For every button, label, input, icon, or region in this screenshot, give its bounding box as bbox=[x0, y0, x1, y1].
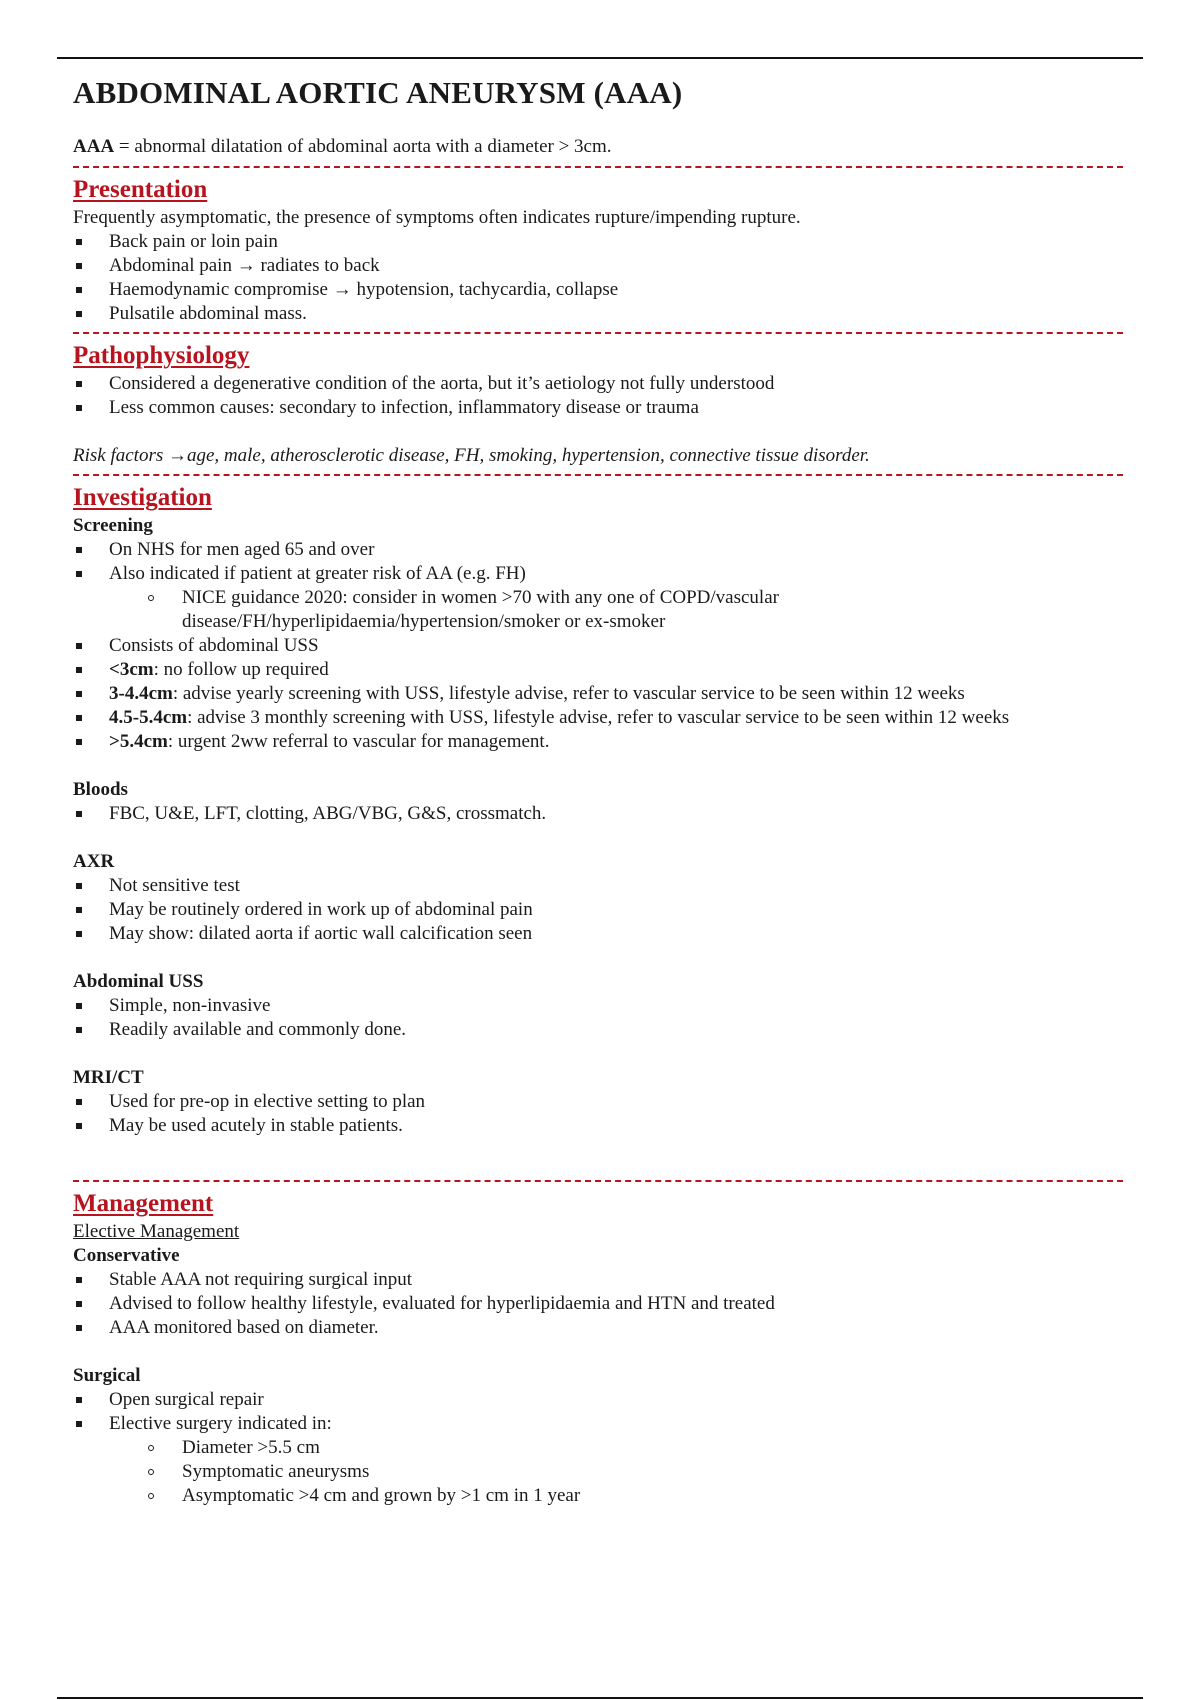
sub-list-item: Diameter >5.5 cm bbox=[145, 1436, 1123, 1460]
investigation-heading: Investigation bbox=[73, 484, 212, 511]
threshold-text: : urgent 2ww referral to vascular for management. bbox=[167, 731, 550, 752]
list-item: Readily available and commonly done. bbox=[73, 1018, 1123, 1042]
elective-management-heading: Elective Management bbox=[73, 1221, 240, 1242]
threshold-text: : advise yearly screening with USS, lifestyle advise, refer to vascular service to be seen within 12 weeks bbox=[172, 683, 965, 704]
surgical-heading: Surgical bbox=[73, 1365, 141, 1386]
list-item: Consists of abdominal USS bbox=[73, 634, 1123, 658]
threshold-label: >5.4cm bbox=[109, 731, 168, 752]
list-item: Stable AAA not requiring surgical input bbox=[73, 1268, 1123, 1292]
threshold-label: 3-4.4cm bbox=[109, 683, 173, 704]
section-divider bbox=[73, 332, 1123, 334]
mri-ct-list bbox=[73, 1090, 1123, 1138]
list-item bbox=[73, 682, 1123, 706]
surgical-list bbox=[73, 1388, 1123, 1508]
list-item: Considered a degenerative condition of the aorta, but it’s aetiology not fully understood bbox=[73, 372, 1123, 396]
document-title: ABDOMINAL AORTIC ANEURYSM (AAA) bbox=[73, 75, 683, 110]
list-item: Abdominal pain → radiates to back bbox=[73, 254, 1123, 278]
list-item bbox=[73, 562, 1123, 634]
list-item: Pulsatile abdominal mass. bbox=[73, 302, 1123, 326]
conservative-list bbox=[73, 1268, 1123, 1340]
list-item: May show: dilated aorta if aortic wall calcification seen bbox=[73, 922, 1123, 946]
section-divider bbox=[73, 1180, 1123, 1182]
list-item bbox=[73, 706, 1123, 730]
document-page bbox=[73, 72, 1123, 1508]
list-item: AAA monitored based on diameter. bbox=[73, 1316, 1123, 1340]
list-item bbox=[73, 730, 1123, 754]
sub-list-item: NICE guidance 2020: consider in women >70 with any one of COPD/vascular disease/FH/hyperlipidaemia/hypertension/smoker or ex-smoker bbox=[145, 586, 862, 634]
list-item: Back pain or loin pain bbox=[73, 230, 1123, 254]
bloods-list bbox=[73, 802, 1123, 826]
list-item: Advised to follow healthy lifestyle, evaluated for hyperlipidaemia and HTN and treated bbox=[73, 1292, 1123, 1316]
list-item bbox=[73, 1412, 1123, 1508]
presentation-intro: Frequently asymptomatic, the presence of symptoms often indicates rupture/impending rupture. bbox=[73, 207, 801, 228]
presentation-list bbox=[73, 230, 1123, 326]
presentation-heading: Presentation bbox=[73, 176, 208, 203]
management-heading: Management bbox=[73, 1190, 214, 1217]
risk-factors: Risk factors →age, male, atherosclerotic disease, FH, smoking, hypertension, connective tissue disorder. bbox=[73, 445, 870, 466]
list-item: May be routinely ordered in work up of abdominal pain bbox=[73, 898, 1123, 922]
list-item: May be used acutely in stable patients. bbox=[73, 1114, 1123, 1138]
conservative-heading: Conservative bbox=[73, 1245, 180, 1266]
screening-sublist bbox=[109, 586, 1123, 634]
sub-list-item: Symptomatic aneurysms bbox=[145, 1460, 1123, 1484]
sub-list-item: Asymptomatic >4 cm and grown by >1 cm in 1 year bbox=[145, 1484, 1123, 1508]
uss-heading: Abdominal USS bbox=[73, 971, 204, 992]
list-item: Used for pre-op in elective setting to plan bbox=[73, 1090, 1123, 1114]
surgical-sublist bbox=[109, 1436, 1123, 1508]
uss-list bbox=[73, 994, 1123, 1042]
threshold-label: <3cm bbox=[109, 659, 154, 680]
list-item bbox=[73, 658, 1123, 682]
bottom-rule bbox=[57, 1697, 1143, 1699]
list-item: Simple, non-invasive bbox=[73, 994, 1123, 1018]
axr-list bbox=[73, 874, 1123, 946]
screening-heading: Screening bbox=[73, 515, 153, 536]
definition bbox=[73, 134, 1123, 160]
bloods-heading: Bloods bbox=[73, 779, 128, 800]
list-item: Open surgical repair bbox=[73, 1388, 1123, 1412]
definition-text: = abnormal dilatation of abdominal aorta with a diameter > 3cm. bbox=[114, 136, 612, 157]
threshold-text: : advise 3 monthly screening with USS, lifestyle advise, refer to vascular service to be seen within 12 weeks bbox=[187, 707, 1010, 728]
list-item: Less common causes: secondary to infection, inflammatory disease or trauma bbox=[73, 396, 1123, 420]
threshold-label: 4.5-5.4cm bbox=[109, 707, 188, 728]
top-rule bbox=[57, 57, 1143, 59]
list-item-text: Also indicated if patient at greater risk of AA (e.g. FH) bbox=[109, 563, 526, 584]
definition-term: AAA bbox=[73, 136, 115, 157]
list-item: FBC, U&E, LFT, clotting, ABG/VBG, G&S, crossmatch. bbox=[73, 802, 1123, 826]
mri-ct-heading: MRI/CT bbox=[73, 1067, 144, 1088]
axr-heading: AXR bbox=[73, 851, 115, 872]
section-divider bbox=[73, 474, 1123, 476]
pathophysiology-heading: Pathophysiology bbox=[73, 342, 250, 369]
section-divider bbox=[73, 166, 1123, 168]
list-item-text: Elective surgery indicated in: bbox=[109, 1413, 332, 1434]
list-item: Not sensitive test bbox=[73, 874, 1123, 898]
pathophysiology-list bbox=[73, 372, 1123, 420]
list-item: On NHS for men aged 65 and over bbox=[73, 538, 1123, 562]
threshold-text: : no follow up required bbox=[153, 659, 329, 680]
screening-list bbox=[73, 538, 1123, 754]
list-item: Haemodynamic compromise → hypotension, tachycardia, collapse bbox=[73, 278, 1123, 302]
